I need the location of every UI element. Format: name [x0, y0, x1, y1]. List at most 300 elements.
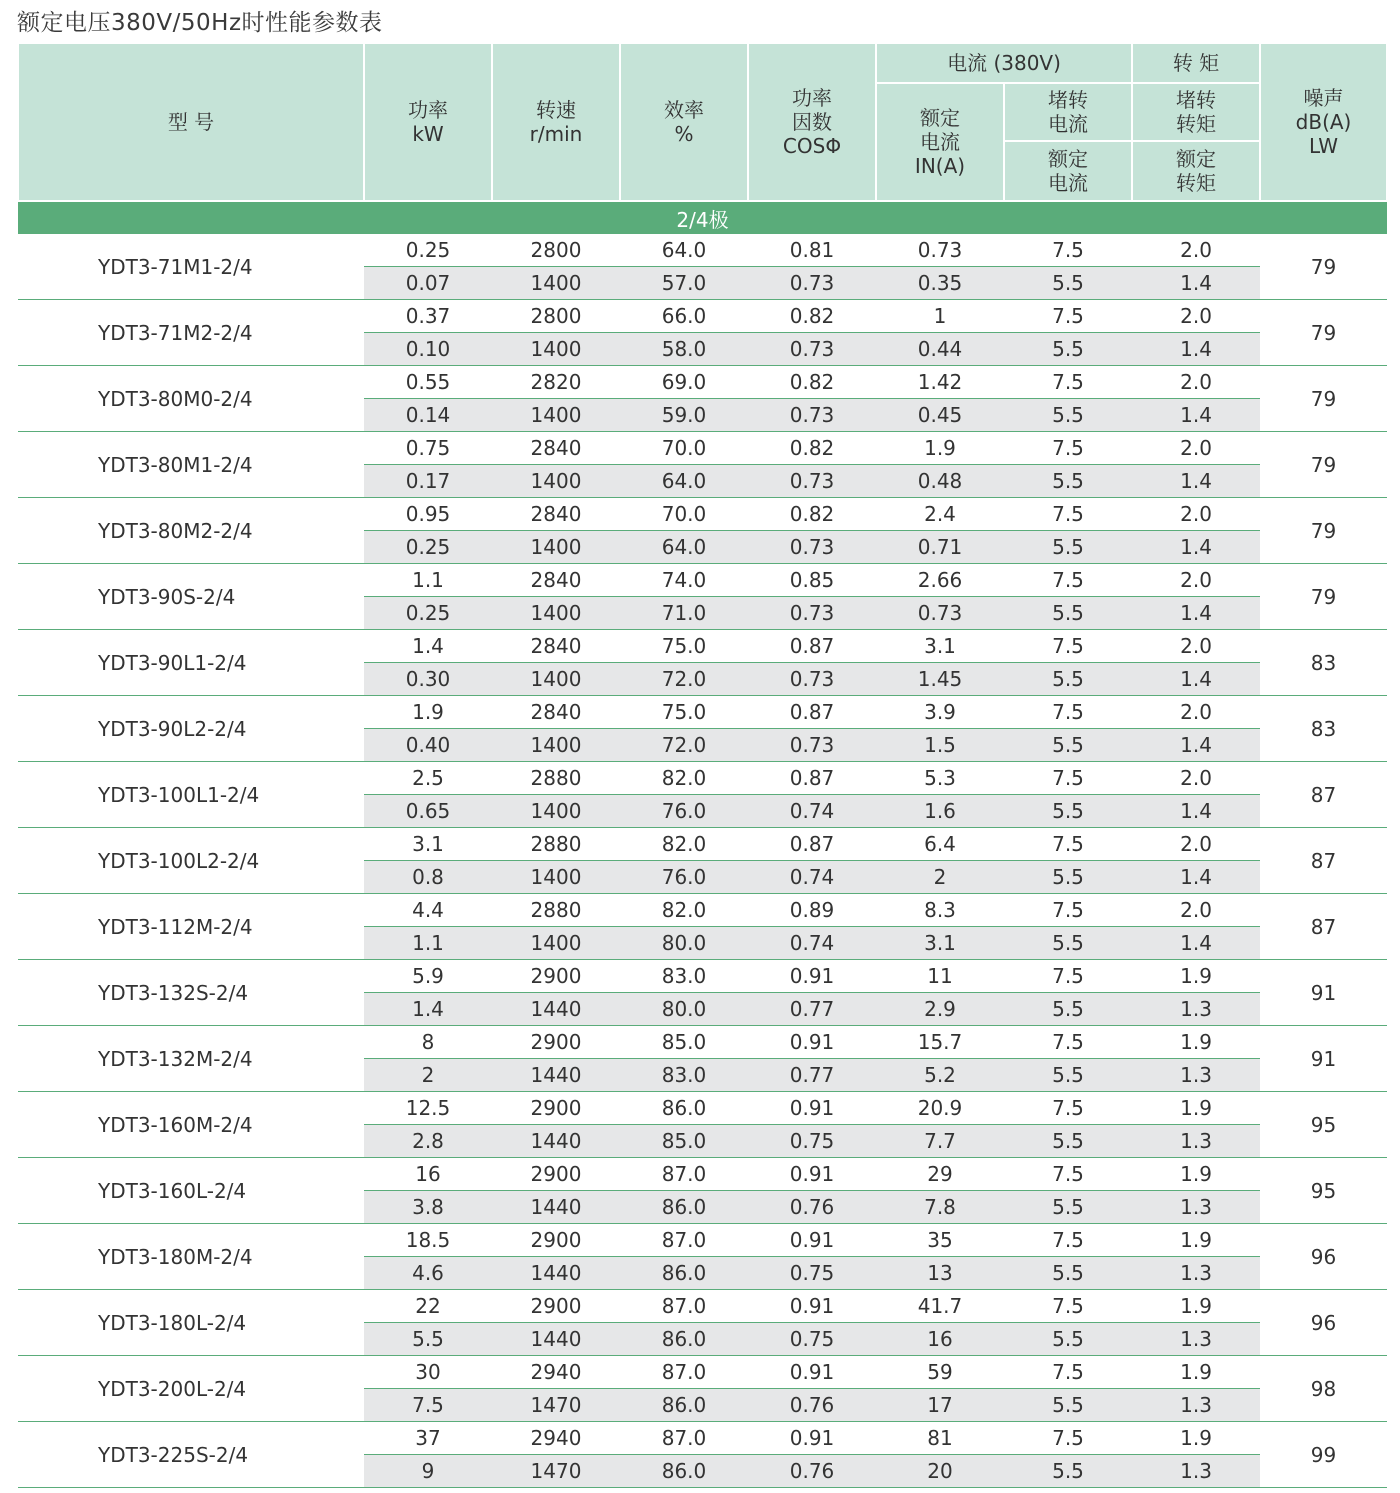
locked-current-ratio-cell: 7.5 — [1004, 1092, 1132, 1125]
locked-torque-ratio-cell: 1.3 — [1132, 1191, 1260, 1224]
rated-current-cell: 8.3 — [876, 894, 1004, 927]
rated-current-cell: 3.1 — [876, 630, 1004, 663]
motor-row-group — [18, 828, 1387, 894]
speed-cell: 2900 — [492, 1290, 620, 1323]
speed-cell: 1440 — [492, 993, 620, 1026]
power-cell: 0.17 — [364, 465, 492, 498]
locked-current-ratio-cell: 7.5 — [1004, 564, 1132, 597]
speed-cell: 1440 — [492, 1125, 620, 1158]
rated-current-cell: 3.1 — [876, 927, 1004, 960]
locked-current-ratio-cell: 7.5 — [1004, 1356, 1132, 1389]
rated-current-cell: 1.42 — [876, 366, 1004, 399]
rated-current-cell: 2.66 — [876, 564, 1004, 597]
motor-row-group — [18, 432, 1387, 498]
motor-row-group — [18, 1092, 1387, 1158]
locked-torque-ratio-cell: 1.4 — [1132, 927, 1260, 960]
locked-torque-ratio-cell: 2.0 — [1132, 828, 1260, 861]
efficiency-cell: 76.0 — [620, 795, 748, 828]
locked-torque-ratio-cell: 2.0 — [1132, 630, 1260, 663]
speed-cell: 1400 — [492, 531, 620, 564]
power-cell: 5.9 — [364, 960, 492, 993]
motor-row-group — [18, 960, 1387, 1026]
table-row — [18, 696, 1387, 729]
motor-row-group — [18, 498, 1387, 564]
power-cell: 22 — [364, 1290, 492, 1323]
model-cell: YDT3-200L-2/4 — [18, 1356, 364, 1422]
power-cell: 0.14 — [364, 399, 492, 432]
efficiency-cell: 86.0 — [620, 1455, 748, 1488]
power-cell: 2 — [364, 1059, 492, 1092]
power-factor-cell: 0.73 — [748, 597, 876, 630]
table-row — [18, 300, 1387, 333]
power-cell: 4.4 — [364, 894, 492, 927]
header-speed: 转速 r/min — [492, 43, 620, 201]
motor-row-group — [18, 894, 1387, 960]
model-cell: YDT3-100L2-2/4 — [18, 828, 364, 894]
efficiency-cell: 75.0 — [620, 696, 748, 729]
motor-row-group — [18, 300, 1387, 366]
locked-torque-ratio-cell: 1.3 — [1132, 1059, 1260, 1092]
header-locked-torque-denominator: 额定 转矩 — [1132, 141, 1260, 201]
rated-current-cell: 11 — [876, 960, 1004, 993]
power-cell: 2.8 — [364, 1125, 492, 1158]
locked-current-ratio-cell: 7.5 — [1004, 300, 1132, 333]
locked-torque-ratio-cell: 1.3 — [1132, 1323, 1260, 1356]
power-cell: 1.1 — [364, 927, 492, 960]
locked-torque-ratio-cell: 1.4 — [1132, 531, 1260, 564]
locked-current-ratio-cell: 7.5 — [1004, 1026, 1132, 1059]
locked-torque-ratio-cell: 1.9 — [1132, 1092, 1260, 1125]
locked-current-ratio-cell: 5.5 — [1004, 399, 1132, 432]
header-efficiency: 效率 % — [620, 43, 748, 201]
power-cell: 0.40 — [364, 729, 492, 762]
speed-cell: 1440 — [492, 1191, 620, 1224]
power-cell: 8 — [364, 1026, 492, 1059]
power-cell: 0.10 — [364, 333, 492, 366]
model-cell: YDT3-71M2-2/4 — [18, 300, 364, 366]
speed-cell: 1440 — [492, 1059, 620, 1092]
rated-current-cell: 0.45 — [876, 399, 1004, 432]
power-cell: 3.1 — [364, 828, 492, 861]
locked-torque-ratio-cell: 1.4 — [1132, 465, 1260, 498]
locked-torque-ratio-cell: 1.3 — [1132, 993, 1260, 1026]
model-cell: YDT3-160L-2/4 — [18, 1158, 364, 1224]
locked-current-ratio-cell: 5.5 — [1004, 861, 1132, 894]
model-cell: YDT3-90L2-2/4 — [18, 696, 364, 762]
power-factor-cell: 0.76 — [748, 1191, 876, 1224]
locked-torque-ratio-cell: 1.3 — [1132, 1125, 1260, 1158]
noise-cell: 79 — [1260, 432, 1387, 498]
locked-current-ratio-cell: 5.5 — [1004, 597, 1132, 630]
motor-row-group — [18, 1026, 1387, 1092]
model-cell: YDT3-132M-2/4 — [18, 1026, 364, 1092]
speed-cell: 2820 — [492, 366, 620, 399]
locked-torque-ratio-cell: 1.4 — [1132, 267, 1260, 300]
rated-current-cell: 6.4 — [876, 828, 1004, 861]
speed-cell: 1470 — [492, 1389, 620, 1422]
power-cell: 37 — [364, 1422, 492, 1455]
motor-row-group — [18, 1290, 1387, 1356]
motor-row-group — [18, 630, 1387, 696]
locked-torque-ratio-cell: 1.9 — [1132, 1158, 1260, 1191]
performance-table — [17, 42, 1388, 1488]
rated-current-cell: 7.8 — [876, 1191, 1004, 1224]
power-factor-cell: 0.87 — [748, 630, 876, 663]
speed-cell: 1400 — [492, 729, 620, 762]
efficiency-cell: 69.0 — [620, 366, 748, 399]
power-cell: 0.95 — [364, 498, 492, 531]
header-current-group: 电流 (380V) — [876, 43, 1132, 83]
table-row — [18, 366, 1387, 399]
header-power: 功率 kW — [364, 43, 492, 201]
table-row — [18, 1026, 1387, 1059]
speed-cell: 2940 — [492, 1422, 620, 1455]
efficiency-cell: 66.0 — [620, 300, 748, 333]
rated-current-cell: 15.7 — [876, 1026, 1004, 1059]
header-torque-group: 转 矩 — [1132, 43, 1260, 83]
power-factor-cell: 0.91 — [748, 1026, 876, 1059]
power-factor-cell: 0.87 — [748, 696, 876, 729]
efficiency-cell: 87.0 — [620, 1422, 748, 1455]
efficiency-cell: 74.0 — [620, 564, 748, 597]
efficiency-cell: 82.0 — [620, 894, 748, 927]
motor-row-group — [18, 696, 1387, 762]
locked-current-ratio-cell: 5.5 — [1004, 1191, 1132, 1224]
efficiency-cell: 85.0 — [620, 1125, 748, 1158]
power-cell: 30 — [364, 1356, 492, 1389]
locked-current-ratio-cell: 7.5 — [1004, 1224, 1132, 1257]
header-power-factor: 功率 因数 COSΦ — [748, 43, 876, 201]
page-title: 额定电压380V/50Hz时性能参数表 — [17, 10, 383, 36]
model-cell: YDT3-180L-2/4 — [18, 1290, 364, 1356]
power-cell: 1.4 — [364, 630, 492, 663]
model-cell: YDT3-80M1-2/4 — [18, 432, 364, 498]
model-cell: YDT3-160M-2/4 — [18, 1092, 364, 1158]
speed-cell: 1440 — [492, 1257, 620, 1290]
speed-cell: 1400 — [492, 399, 620, 432]
table-row — [18, 564, 1387, 597]
speed-cell: 1400 — [492, 663, 620, 696]
speed-cell: 2900 — [492, 1026, 620, 1059]
locked-current-ratio-cell: 5.5 — [1004, 1257, 1132, 1290]
table-row — [18, 1356, 1387, 1389]
power-cell: 0.25 — [364, 234, 492, 267]
power-cell: 0.65 — [364, 795, 492, 828]
power-cell: 1.9 — [364, 696, 492, 729]
group-label: 2/4极 — [18, 201, 1387, 234]
speed-cell: 2880 — [492, 894, 620, 927]
efficiency-cell: 85.0 — [620, 1026, 748, 1059]
power-cell: 2.5 — [364, 762, 492, 795]
power-factor-cell: 0.87 — [748, 828, 876, 861]
rated-current-cell: 0.71 — [876, 531, 1004, 564]
efficiency-cell: 83.0 — [620, 960, 748, 993]
power-cell: 16 — [364, 1158, 492, 1191]
locked-torque-ratio-cell: 1.9 — [1132, 1290, 1260, 1323]
power-factor-cell: 0.73 — [748, 531, 876, 564]
locked-torque-ratio-cell: 2.0 — [1132, 762, 1260, 795]
power-factor-cell: 0.73 — [748, 729, 876, 762]
motor-row-group — [18, 1356, 1387, 1422]
rated-current-cell: 7.7 — [876, 1125, 1004, 1158]
power-factor-cell: 0.81 — [748, 234, 876, 267]
locked-current-ratio-cell: 7.5 — [1004, 366, 1132, 399]
rated-current-cell: 20 — [876, 1455, 1004, 1488]
power-cell: 0.55 — [364, 366, 492, 399]
noise-cell: 79 — [1260, 300, 1387, 366]
speed-cell: 1440 — [492, 1323, 620, 1356]
power-factor-cell: 0.77 — [748, 993, 876, 1026]
motor-row-group — [18, 762, 1387, 828]
model-cell: YDT3-80M2-2/4 — [18, 498, 364, 564]
efficiency-cell: 64.0 — [620, 465, 748, 498]
rated-current-cell: 2.4 — [876, 498, 1004, 531]
speed-cell: 2900 — [492, 960, 620, 993]
model-cell: YDT3-90S-2/4 — [18, 564, 364, 630]
noise-cell: 87 — [1260, 894, 1387, 960]
locked-torque-ratio-cell: 1.4 — [1132, 663, 1260, 696]
rated-current-cell: 5.2 — [876, 1059, 1004, 1092]
locked-torque-ratio-cell: 1.9 — [1132, 1422, 1260, 1455]
power-cell: 7.5 — [364, 1389, 492, 1422]
rated-current-cell: 17 — [876, 1389, 1004, 1422]
efficiency-cell: 70.0 — [620, 498, 748, 531]
noise-cell: 79 — [1260, 366, 1387, 432]
speed-cell: 1470 — [492, 1455, 620, 1488]
rated-current-cell: 0.73 — [876, 597, 1004, 630]
speed-cell: 2880 — [492, 828, 620, 861]
speed-cell: 1400 — [492, 465, 620, 498]
locked-current-ratio-cell: 7.5 — [1004, 960, 1132, 993]
power-factor-cell: 0.74 — [748, 861, 876, 894]
table-row — [18, 1224, 1387, 1257]
speed-cell: 1400 — [492, 861, 620, 894]
table-row — [18, 432, 1387, 465]
power-factor-cell: 0.75 — [748, 1257, 876, 1290]
model-cell: YDT3-100L1-2/4 — [18, 762, 364, 828]
efficiency-cell: 87.0 — [620, 1356, 748, 1389]
efficiency-cell: 58.0 — [620, 333, 748, 366]
locked-current-ratio-cell: 5.5 — [1004, 993, 1132, 1026]
power-factor-cell: 0.85 — [748, 564, 876, 597]
noise-cell: 87 — [1260, 762, 1387, 828]
table-row — [18, 1290, 1387, 1323]
speed-cell: 2880 — [492, 762, 620, 795]
efficiency-cell: 86.0 — [620, 1389, 748, 1422]
power-cell: 0.25 — [364, 597, 492, 630]
efficiency-cell: 76.0 — [620, 861, 748, 894]
efficiency-cell: 86.0 — [620, 1092, 748, 1125]
rated-current-cell: 2 — [876, 861, 1004, 894]
speed-cell: 2840 — [492, 630, 620, 663]
speed-cell: 2900 — [492, 1224, 620, 1257]
efficiency-cell: 71.0 — [620, 597, 748, 630]
efficiency-cell: 72.0 — [620, 729, 748, 762]
power-cell: 0.07 — [364, 267, 492, 300]
noise-cell: 83 — [1260, 630, 1387, 696]
rated-current-cell: 0.73 — [876, 234, 1004, 267]
noise-cell: 99 — [1260, 1422, 1387, 1488]
noise-cell: 79 — [1260, 498, 1387, 564]
header-locked-current: 堵转 电流 — [1004, 83, 1132, 141]
rated-current-cell: 29 — [876, 1158, 1004, 1191]
power-factor-cell: 0.82 — [748, 366, 876, 399]
locked-current-ratio-cell: 7.5 — [1004, 762, 1132, 795]
efficiency-cell: 86.0 — [620, 1257, 748, 1290]
power-factor-cell: 0.75 — [748, 1125, 876, 1158]
power-factor-cell: 0.75 — [748, 1323, 876, 1356]
motor-row-group — [18, 564, 1387, 630]
power-factor-cell: 0.91 — [748, 1224, 876, 1257]
efficiency-cell: 72.0 — [620, 663, 748, 696]
noise-cell: 87 — [1260, 828, 1387, 894]
rated-current-cell: 0.48 — [876, 465, 1004, 498]
locked-current-ratio-cell: 7.5 — [1004, 1158, 1132, 1191]
efficiency-cell: 86.0 — [620, 1191, 748, 1224]
efficiency-cell: 64.0 — [620, 234, 748, 267]
efficiency-cell: 83.0 — [620, 1059, 748, 1092]
power-factor-cell: 0.77 — [748, 1059, 876, 1092]
locked-torque-ratio-cell: 2.0 — [1132, 564, 1260, 597]
locked-torque-ratio-cell: 2.0 — [1132, 894, 1260, 927]
model-cell: YDT3-132S-2/4 — [18, 960, 364, 1026]
speed-cell: 1400 — [492, 333, 620, 366]
speed-cell: 1400 — [492, 795, 620, 828]
noise-cell: 95 — [1260, 1092, 1387, 1158]
power-factor-cell: 0.87 — [748, 762, 876, 795]
locked-torque-ratio-cell: 2.0 — [1132, 234, 1260, 267]
locked-torque-ratio-cell: 1.9 — [1132, 1026, 1260, 1059]
speed-cell: 2800 — [492, 234, 620, 267]
table-row — [18, 762, 1387, 795]
motor-row-group — [18, 1224, 1387, 1290]
table-row — [18, 630, 1387, 663]
speed-cell: 1400 — [492, 267, 620, 300]
rated-current-cell: 1.5 — [876, 729, 1004, 762]
rated-current-cell: 3.9 — [876, 696, 1004, 729]
locked-current-ratio-cell: 7.5 — [1004, 1290, 1132, 1323]
locked-current-ratio-cell: 7.5 — [1004, 630, 1132, 663]
rated-current-cell: 0.44 — [876, 333, 1004, 366]
table-row — [18, 828, 1387, 861]
rated-current-cell: 1 — [876, 300, 1004, 333]
header-rated-current: 额定 电流 IN(A) — [876, 83, 1004, 201]
motor-row-group — [18, 234, 1387, 300]
efficiency-cell: 87.0 — [620, 1224, 748, 1257]
locked-current-ratio-cell: 5.5 — [1004, 1455, 1132, 1488]
locked-current-ratio-cell: 7.5 — [1004, 696, 1132, 729]
locked-current-ratio-cell: 7.5 — [1004, 894, 1132, 927]
speed-cell: 2900 — [492, 1092, 620, 1125]
speed-cell: 2840 — [492, 498, 620, 531]
table-header — [18, 43, 1387, 201]
header-locked-torque: 堵转 转矩 — [1132, 83, 1260, 141]
model-cell: YDT3-71M1-2/4 — [18, 234, 364, 300]
power-cell: 1.4 — [364, 993, 492, 1026]
model-cell: YDT3-90L1-2/4 — [18, 630, 364, 696]
table-row — [18, 960, 1387, 993]
locked-torque-ratio-cell: 1.4 — [1132, 333, 1260, 366]
rated-current-cell: 20.9 — [876, 1092, 1004, 1125]
locked-torque-ratio-cell: 1.4 — [1132, 729, 1260, 762]
locked-current-ratio-cell: 7.5 — [1004, 1422, 1132, 1455]
power-cell: 4.6 — [364, 1257, 492, 1290]
table-row — [18, 234, 1387, 267]
speed-cell: 1400 — [492, 927, 620, 960]
locked-torque-ratio-cell: 1.4 — [1132, 795, 1260, 828]
rated-current-cell: 0.35 — [876, 267, 1004, 300]
power-cell: 12.5 — [364, 1092, 492, 1125]
locked-torque-ratio-cell: 1.3 — [1132, 1389, 1260, 1422]
locked-current-ratio-cell: 7.5 — [1004, 432, 1132, 465]
model-cell: YDT3-225S-2/4 — [18, 1422, 364, 1488]
noise-cell: 91 — [1260, 1026, 1387, 1092]
locked-torque-ratio-cell: 1.4 — [1132, 861, 1260, 894]
power-factor-cell: 0.91 — [748, 1356, 876, 1389]
power-cell: 0.37 — [364, 300, 492, 333]
power-factor-cell: 0.91 — [748, 1092, 876, 1125]
locked-torque-ratio-cell: 1.9 — [1132, 1224, 1260, 1257]
locked-current-ratio-cell: 5.5 — [1004, 465, 1132, 498]
power-factor-cell: 0.82 — [748, 300, 876, 333]
header-model: 型 号 — [18, 43, 364, 201]
locked-torque-ratio-cell: 2.0 — [1132, 300, 1260, 333]
efficiency-cell: 87.0 — [620, 1290, 748, 1323]
noise-cell: 79 — [1260, 564, 1387, 630]
model-cell: YDT3-180M-2/4 — [18, 1224, 364, 1290]
locked-current-ratio-cell: 5.5 — [1004, 1323, 1132, 1356]
power-cell: 9 — [364, 1455, 492, 1488]
efficiency-cell: 70.0 — [620, 432, 748, 465]
motor-row-group — [18, 1422, 1387, 1488]
header-locked-current-denominator: 额定 电流 — [1004, 141, 1132, 201]
speed-cell: 2940 — [492, 1356, 620, 1389]
locked-current-ratio-cell: 5.5 — [1004, 531, 1132, 564]
rated-current-cell: 1.6 — [876, 795, 1004, 828]
rated-current-cell: 13 — [876, 1257, 1004, 1290]
header-noise: 噪声 dB(A) LW — [1260, 43, 1387, 201]
table-row — [18, 894, 1387, 927]
locked-current-ratio-cell: 5.5 — [1004, 1059, 1132, 1092]
power-factor-cell: 0.73 — [748, 465, 876, 498]
locked-torque-ratio-cell: 1.3 — [1132, 1257, 1260, 1290]
power-cell: 0.30 — [364, 663, 492, 696]
power-factor-cell: 0.91 — [748, 1158, 876, 1191]
speed-cell: 2840 — [492, 696, 620, 729]
power-cell: 0.8 — [364, 861, 492, 894]
locked-torque-ratio-cell: 1.4 — [1132, 597, 1260, 630]
locked-torque-ratio-cell: 2.0 — [1132, 696, 1260, 729]
locked-current-ratio-cell: 7.5 — [1004, 828, 1132, 861]
locked-current-ratio-cell: 5.5 — [1004, 267, 1132, 300]
efficiency-cell: 82.0 — [620, 828, 748, 861]
rated-current-cell: 2.9 — [876, 993, 1004, 1026]
power-factor-cell: 0.73 — [748, 399, 876, 432]
power-factor-cell: 0.82 — [748, 432, 876, 465]
speed-cell: 2840 — [492, 564, 620, 597]
rated-current-cell: 59 — [876, 1356, 1004, 1389]
efficiency-cell: 82.0 — [620, 762, 748, 795]
power-factor-cell: 0.73 — [748, 333, 876, 366]
speed-cell: 2840 — [492, 432, 620, 465]
table-row — [18, 1092, 1387, 1125]
power-factor-cell: 0.91 — [748, 1422, 876, 1455]
power-factor-cell: 0.76 — [748, 1455, 876, 1488]
rated-current-cell: 1.9 — [876, 432, 1004, 465]
power-factor-cell: 0.76 — [748, 1389, 876, 1422]
motor-row-group — [18, 1158, 1387, 1224]
power-factor-cell: 0.91 — [748, 960, 876, 993]
